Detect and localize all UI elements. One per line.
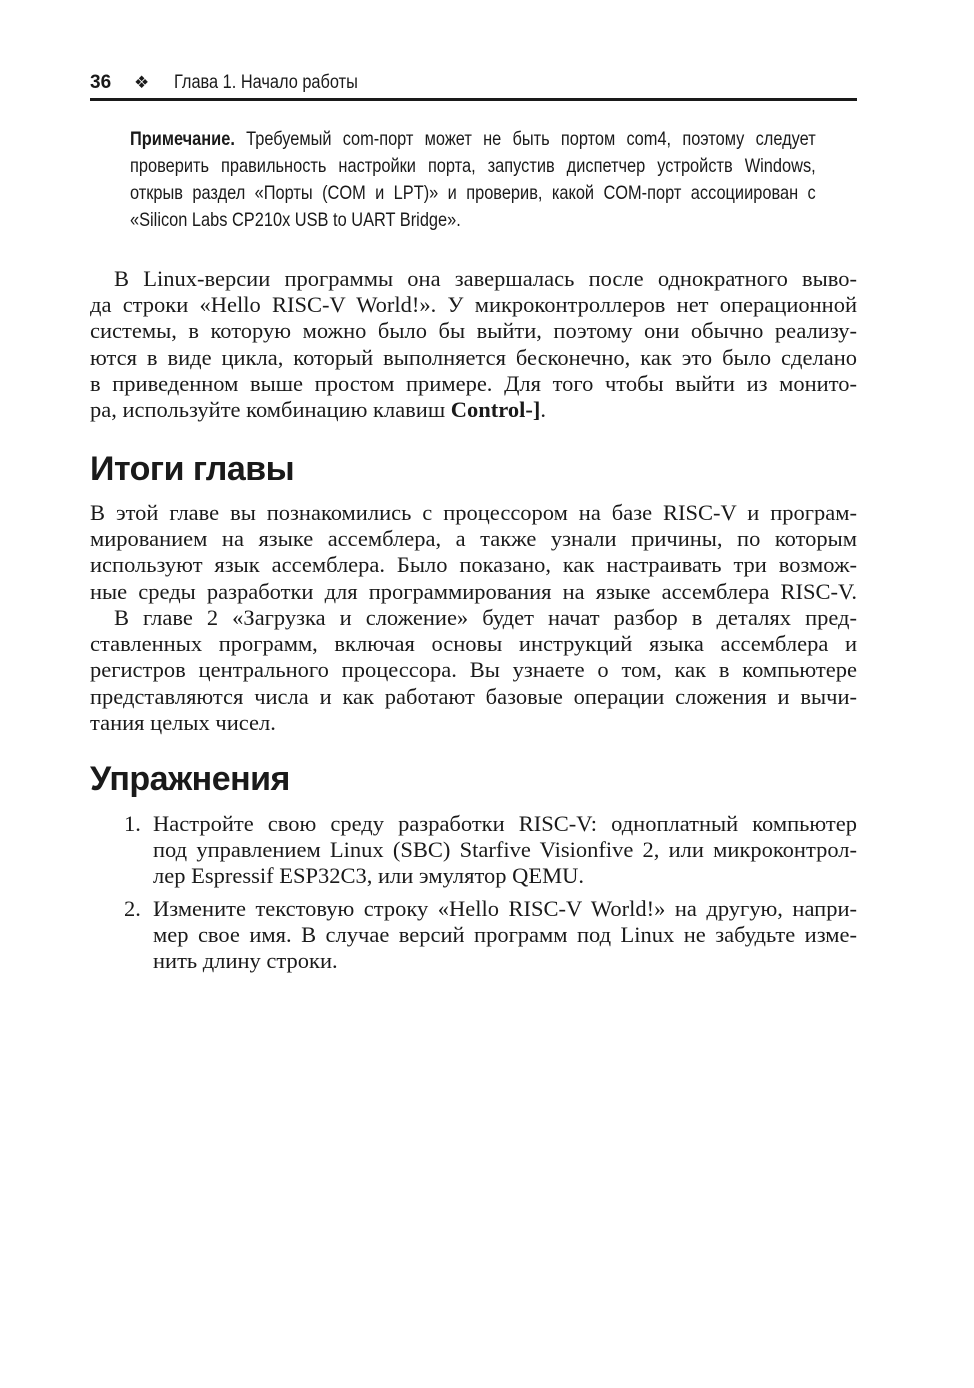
exercise-number: 2.: [124, 896, 141, 921]
key-combo: Control-]: [450, 397, 541, 423]
text-line: под управлением Linux (SBC) Starfive Visionfive 2, или микроконтрол-: [153, 837, 857, 863]
text-line: представляются числа и как работают базовые операции сложения и вычи-: [90, 683, 857, 709]
note-block: [130, 126, 816, 234]
text-line: ные среды разработки для программирования на языке ассемблера RISC-V.: [90, 578, 857, 604]
note-label: Примечание.: [130, 128, 235, 150]
text-line: регистров центрального процессора. Вы узнаете о том, как в компьютере: [90, 657, 857, 683]
summary-paragraph-2: [90, 605, 857, 736]
text-line: нить длину строки.: [153, 948, 338, 974]
running-header: [90, 70, 857, 101]
text-line: Измените текстовую строку «Hello RISC-V World!» на другую, напри-: [153, 896, 857, 921]
text-line: используют язык ассемблера. Было показано, как настраивать три возмож-: [90, 552, 857, 578]
text-line: тания целых чисел.: [90, 709, 276, 735]
text-line: В главе 2 «Загрузка и сложение» будет начат разбор в деталях пред-: [114, 605, 857, 630]
summary-paragraph-1: [90, 500, 857, 605]
text-line: в приведенном выше простом примере. Для того чтобы выйти из монито-: [90, 370, 857, 396]
summary-heading: Итоги главы: [90, 450, 295, 488]
text-line: В этой главе вы познакомились с процессором на базе RISC-V и програм-: [90, 500, 857, 525]
ornament-icon: ❖: [134, 73, 150, 92]
text-line: В Linux-версии программы она завершалась после однократного выво-: [114, 266, 857, 291]
text-line: ются в виде цикла, который выполняется бесконечно, как это было сделано: [90, 344, 857, 370]
text-line: ставленных программ, включая основы инструкций языка ассемблера и: [90, 631, 857, 657]
intro-paragraph: [90, 266, 857, 423]
note-line: «Silicon Labs CP210x USB to UART Bridge».: [130, 209, 461, 231]
text-line: системы, в которую можно было бы выйти, поэтому они обычно реализу-: [90, 318, 857, 344]
text-line: лер Espressif ESP32C3, или эмулятор QEMU.: [153, 863, 584, 889]
text-line: мер свое имя. В случае версий программ под Linux не забудьте изме-: [153, 922, 857, 948]
note-line: открыв раздел «Порты (COM и LPT)» и проверив, какой COM-порт ассоциирован с: [130, 182, 816, 204]
note-line: проверить правильность настройки порта, запустив диспетчер устройств Windows,: [130, 155, 816, 177]
page-number: 36: [90, 72, 112, 93]
text-line: мированием на языке ассемблера, а также узнали причины, по которым: [90, 526, 857, 552]
exercises-heading: Упражнения: [90, 760, 290, 798]
text-line: да строки «Hello RISC-V World!». У микроконтроллеров нет операционной: [90, 292, 857, 318]
exercise-number: 1.: [124, 811, 141, 836]
text-line: ра, используйте комбинацию клавиш Control-].: [90, 397, 546, 423]
chapter-title: Глава 1. Начало работы: [174, 72, 358, 93]
note-line: Примечание. Требуемый com-порт может не быть портом com4, поэтому следует: [130, 128, 816, 150]
text-line: Настройте свою среду разработки RISC-V: одноплатный компьютер: [153, 811, 857, 836]
